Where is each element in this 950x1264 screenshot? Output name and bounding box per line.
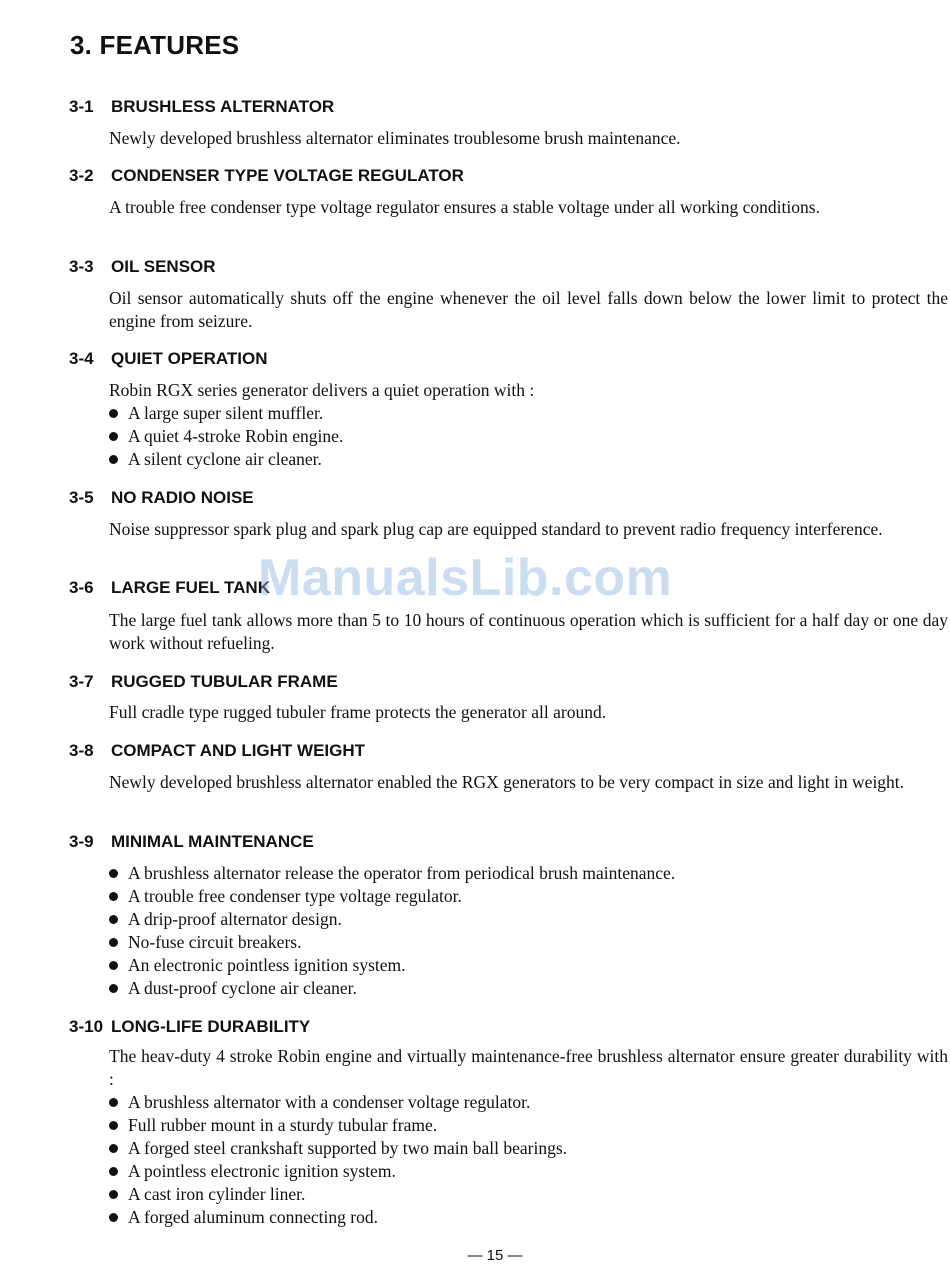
bullet-icon [109,869,118,878]
list-item: A forged aluminum connecting rod. [109,1206,948,1229]
section-heading [69,578,270,598]
list-item: A forged steel crankshaft supported by two main ball bearings. [109,1137,948,1160]
section-heading [69,488,254,508]
section-heading [69,672,338,692]
section-number: 3-7 [69,672,94,691]
list-item: A pointless electronic ignition system. [109,1160,948,1183]
section-number: 3-2 [69,166,94,185]
bullet-icon [109,938,118,947]
bullet-icon [109,432,118,441]
section-heading [69,166,464,186]
section-number: 3-9 [69,832,94,851]
section-number: 3-8 [69,741,94,760]
section-text: The large fuel tank allows more than 5 to 10 hours of continuous operation which is sufficient for a half day or one day work without refueling. [109,610,948,653]
list-item: A dust-proof cyclone air cleaner. [109,977,948,1000]
section-text: Newly developed brushless alternator enabled the RGX generators to be very compact in size and light in weight. [109,772,905,792]
list-item: A quiet 4-stroke Robin engine. [109,425,948,448]
section-title: COMPACT AND LIGHT WEIGHT [111,741,366,760]
list-item: A silent cyclone air cleaner. [109,448,948,471]
bullet-list [109,1091,948,1229]
section-body [109,379,948,402]
section-title: MINIMAL MAINTENANCE [111,832,314,851]
list-item: A cast iron cylinder liner. [109,1183,948,1206]
list-item: A brushless alternator release the operator from periodical brush maintenance. [109,862,948,885]
section-text: Robin RGX series generator delivers a quiet operation with : [109,380,535,400]
section-text: Noise suppressor spark plug and spark plug cap are equipped standard to prevent radio frequency interference. [109,519,883,539]
bullet-icon [109,984,118,993]
section-title: BRUSHLESS ALTERNATOR [111,97,335,116]
list-item: A drip-proof alternator design. [109,908,948,931]
bullet-icon [109,915,118,924]
section-title: OIL SENSOR [111,257,216,276]
section-number: 3-6 [69,578,94,597]
section-text: Newly developed brushless alternator eliminates troublesome brush maintenance. [109,128,681,148]
list-item: An electronic pointless ignition system. [109,954,948,977]
section-title: NO RADIO NOISE [111,488,254,507]
bullet-icon [109,409,118,418]
section-title: CONDENSER TYPE VOLTAGE REGULATOR [111,166,464,185]
section-title: RUGGED TUBULAR FRAME [111,672,338,691]
watermark: ManualsLib.com [258,549,673,607]
bullet-list [109,862,948,1000]
bullet-icon [109,892,118,901]
section-heading [69,97,334,117]
section-text: A trouble free condenser type voltage regulator ensures a stable voltage under all working conditions. [109,197,820,217]
list-item: A large super silent muffler. [109,402,948,425]
section-heading [69,257,216,277]
bullet-icon [109,961,118,970]
bullet-icon [109,1213,118,1222]
bullet-icon [109,1121,118,1130]
list-item: A trouble free condenser type voltage regulator. [109,885,948,908]
section-number: 3-5 [69,488,94,507]
bullet-icon [109,1144,118,1153]
section-heading [69,741,365,761]
section-text: Full cradle type rugged tubuler frame protects the generator all around. [109,702,607,722]
bullet-icon [109,1190,118,1199]
section-heading [69,832,314,852]
section-number: 3-4 [69,349,94,368]
section-number: 3-1 [69,97,94,116]
bullet-icon [109,455,118,464]
section-text: The heav-duty 4 stroke Robin engine and virtually maintenance-free brushless alternator ensure greater durability with : [109,1046,948,1089]
list-item: No-fuse circuit breakers. [109,931,948,954]
section-heading [69,1017,310,1037]
section-title: LONG-LIFE DURABILITY [111,1017,311,1036]
bullet-icon [109,1098,118,1107]
bullet-icon [109,1167,118,1176]
section-title: QUIET OPERATION [111,349,268,368]
section-title: LARGE FUEL TANK [111,578,270,597]
page-number: — 15 — [467,1247,523,1264]
bullet-list [109,402,948,471]
section-number: 3-10 [69,1017,104,1036]
section-number: 3-3 [69,257,94,276]
list-item: A brushless alternator with a condenser voltage regulator. [109,1091,948,1114]
list-item: Full rubber mount in a sturdy tubular frame. [109,1114,948,1137]
section-heading [69,349,267,369]
section-text: Oil sensor automatically shuts off the engine whenever the oil level falls down below the lower limit to protect the engine from seizure. [109,288,948,331]
page-title: 3. FEATURES [70,30,240,60]
